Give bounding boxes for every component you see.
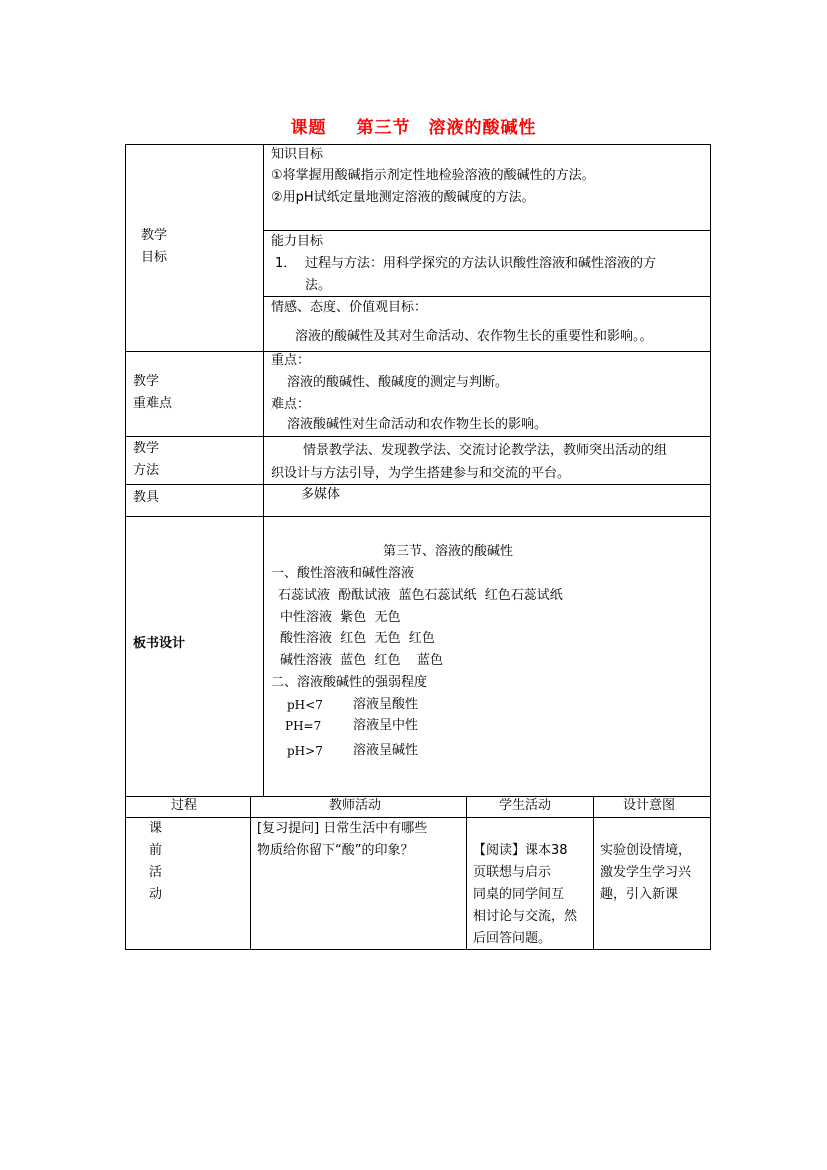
header-student: 学生活动 <box>499 798 552 813</box>
key-text: 溶液的酸碱性、酸碱度的测定与判断。 <box>287 375 509 390</box>
board-section-1: 一、酸性溶液和碱性溶液 <box>271 566 415 581</box>
difficult-text: 溶液酸碱性对生命活动和农作物生长的影响。 <box>287 417 548 432</box>
page-title <box>0 113 827 138</box>
student-activity-line: 页联想与启示 <box>473 865 552 880</box>
ph-acid-label: pH<7 <box>287 698 323 712</box>
row-divider <box>125 516 711 517</box>
row-divider <box>125 484 711 485</box>
tools-label: 教具 <box>133 490 160 505</box>
subrow-divider <box>263 230 711 231</box>
ability-heading: 能力目标 <box>271 234 324 249</box>
ability-item-number: 1． <box>275 256 297 271</box>
header-intent: 设计意图 <box>623 798 676 813</box>
ability-item-line1: 过程与方法：用科学探究的方法认识酸性溶液和碱性溶液的方 <box>305 256 657 271</box>
board-section-2: 二、溶液酸碱性的强弱程度 <box>271 675 428 690</box>
neutral-solution-row: 中性溶液 紫色 无色 <box>280 610 401 625</box>
keypoints-label-line1: 教学 <box>133 374 160 389</box>
knowledge-item-2: ②用pH试纸定量地测定溶液的酸碱度的方法。 <box>271 190 535 205</box>
process-col-divider <box>593 796 594 950</box>
subrow-divider <box>263 296 711 297</box>
methods-label-line1: 教学 <box>133 441 160 456</box>
stage-char: 活 <box>149 865 163 880</box>
objectives-label-line1: 教学 <box>141 228 168 243</box>
header-process: 过程 <box>171 798 198 813</box>
ph-base-text: 溶液呈碱性 <box>353 743 419 758</box>
row-divider <box>125 436 711 437</box>
base-solution-row: 碱性溶液 蓝色 红色 蓝色 <box>280 653 444 668</box>
title-topic: 溶液的酸碱性 <box>428 118 537 138</box>
student-activity-line: 同桌的同学间互 <box>473 887 565 902</box>
label-column-divider <box>263 144 264 797</box>
knowledge-item-1: ①将掌握用酸碱指示剂定性地检验溶液的酸碱性的方法。 <box>271 168 595 183</box>
keypoints-label-line2: 重难点 <box>133 396 173 411</box>
header-teacher: 教师活动 <box>329 798 382 813</box>
ph-base-label: pH>7 <box>287 744 323 758</box>
row-divider <box>125 351 711 352</box>
design-intent-line: 实验创设情境， <box>600 843 692 858</box>
key-heading: 重点： <box>271 353 311 368</box>
ability-item-line2: 法。 <box>305 278 332 293</box>
tools-text: 多媒体 <box>301 487 341 502</box>
title-section: 第三节 <box>356 118 411 138</box>
methods-text-line2: 织设计与方法引导，为学生搭建参与和交流的平台。 <box>271 466 571 481</box>
ph-neutral-text: 溶液呈中性 <box>353 718 419 733</box>
acid-solution-row: 酸性溶液 红色 无色 红色 <box>280 631 435 646</box>
process-col-divider <box>250 796 251 950</box>
design-intent-line: 激发学生学习兴 <box>600 865 692 880</box>
stage-char: 动 <box>149 887 163 902</box>
emotion-heading: 情感、态度、价值观目标： <box>271 300 428 315</box>
stage-char: 课 <box>149 821 163 836</box>
ph-neutral-label: PH=7 <box>285 719 322 733</box>
student-activity-line: 后回答问题。 <box>473 931 552 946</box>
difficult-heading: 难点： <box>271 397 311 412</box>
stage-char: 前 <box>149 843 163 858</box>
knowledge-heading: 知识目标 <box>271 147 324 162</box>
teacher-activity-line2: 物质给你留下“酸”的印象？ <box>257 843 414 858</box>
student-activity-line: 相讨论与交流，然 <box>473 909 578 924</box>
student-activity-line: 【阅读】课本38 <box>473 843 568 858</box>
board-heading: 第三节、溶液的酸碱性 <box>383 544 514 559</box>
indicator-header-row: 石蕊试液 酚酞试液 蓝色石蕊试纸 红色石蕊试纸 <box>278 588 563 603</box>
process-col-divider <box>466 796 467 950</box>
ph-acid-text: 溶液呈酸性 <box>353 697 419 712</box>
methods-label-line2: 方法 <box>133 463 160 478</box>
emotion-text: 溶液的酸碱性及其对生命活动、农作物生长的重要性和影响。。 <box>295 329 653 344</box>
process-header-divider <box>125 817 711 818</box>
methods-text-line1: 情景教学法、发现教学法、交流讨论教学法，教师突出活动的组 <box>303 443 668 458</box>
title-label: 课题 <box>290 118 327 138</box>
objectives-label-line2: 目标 <box>141 250 168 265</box>
design-intent-line: 趣，引入新课 <box>600 887 679 902</box>
teacher-activity-line1: [复习提问] 日常生活中有哪些 <box>257 821 428 836</box>
board-label: 板书设计 <box>133 636 186 651</box>
